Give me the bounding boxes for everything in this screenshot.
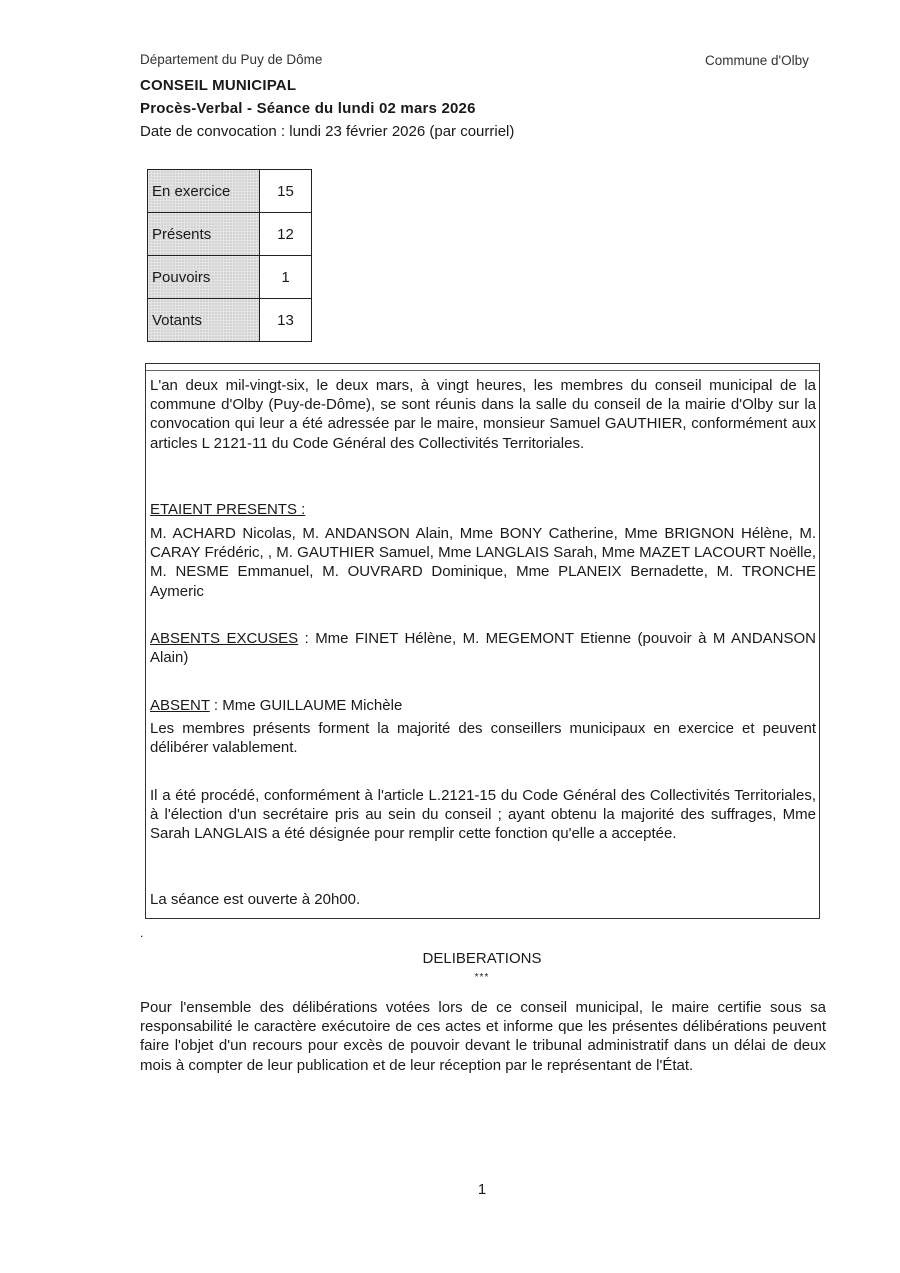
table-row (148, 299, 312, 342)
presents-heading (150, 500, 816, 519)
session-heading: Procès-Verbal - Séance du lundi 02 mars 2026 (140, 100, 476, 117)
excuses-heading: ABSENTS EXCUSES (150, 630, 299, 647)
stat-label: En exercice (148, 170, 260, 213)
stray-dot: . (140, 926, 144, 940)
intro-paragraph: L'an deux mil-vingt-six, le deux mars, à vingt heures, les membres du conseil municipal de la commune d'Olby (Puy-de-Dôme), se sont réunis dans la salle du conseil de la mairie d'Olby sur la convocation qui leur a été adressée par le maire, monsieur Samuel GAUTHIER, conformément aux articles L 2121-11 du Code Général des Collectivités Territoriales. (150, 377, 816, 452)
document-title: CONSEIL MUNICIPAL (140, 77, 297, 94)
page-number: 1 (477, 1181, 487, 1198)
excuses-list: : Mme FINET Hélène, M. MEGEMONT Etienne (pouvoir à M ANDANSON Alain) (150, 630, 816, 667)
deliberations-heading: DELIBERATIONS (422, 950, 542, 967)
convocation-date: Date de convocation : lundi 23 février 2026 (par courriel) (140, 123, 515, 140)
minutes-box (145, 363, 820, 919)
table-row (148, 170, 312, 213)
deliberations-text: Pour l'ensemble des délibérations votées lors de ce conseil municipal, le maire certifie sous sa responsabilité le caractère exécutoire de ces actes et informe que les présentes délibérations peuvent faire l'objet d'un recours pour excès de pouvoir devant le tribunal administratif dans un délai de deux mois à compter de leur publication et de leur réception par le représentant de l'État. (140, 999, 826, 1074)
stat-value: 15 (260, 170, 312, 213)
table-row (148, 256, 312, 299)
stat-label: Votants (148, 299, 260, 342)
stat-value: 12 (260, 213, 312, 256)
opening-line: La séance est ouverte à 20h00. (150, 891, 361, 908)
table-row (148, 213, 312, 256)
absent-name: : Mme GUILLAUME Michèle (209, 697, 403, 714)
stat-value: 1 (260, 256, 312, 299)
stat-label: Pouvoirs (148, 256, 260, 299)
excuses-paragraph (150, 629, 816, 667)
department-label: Département du Puy de Dôme (140, 52, 323, 67)
stat-value: 13 (260, 299, 312, 342)
majority-paragraph: Les membres présents forment la majorité des conseillers municipaux en exercice et peuvent délibérer valablement. (150, 720, 816, 757)
secretary-paragraph: Il a été procédé, conformément à l'article L.2121-15 du Code Général des Collectivités Territoriales, à l'élection d'un secrétaire pris au sein du conseil ; ayant obtenu la majorité des suffrages, Mme Sarah LANGLAIS a été désignée pour remplir cette fonction qu'elle a acceptée. (150, 787, 816, 843)
frame-divider (146, 370, 819, 371)
commune-label: Commune d'Olby (705, 53, 809, 68)
attendance-table (147, 169, 312, 342)
absent-paragraph (150, 696, 816, 715)
presents-list: M. ACHARD Nicolas, M. ANDANSON Alain, Mme BONY Catherine, Mme BRIGNON Hélène, M. CARAY Frédéric, , M. GAUTHIER Samuel, Mme LANGLAIS Sarah, Mme MAZET LACOURT Noëlle, M. NESME Emmanuel, M. OUVRARD Dominique, Mme PLANEIX Bernadette, M. TRONCHE Aymeric (150, 525, 816, 600)
presents-heading-text: ETAIENT PRESENTS : (150, 501, 306, 518)
stars-separator: *** (474, 972, 490, 983)
stat-label: Présents (148, 213, 260, 256)
absent-heading: ABSENT (150, 697, 210, 714)
